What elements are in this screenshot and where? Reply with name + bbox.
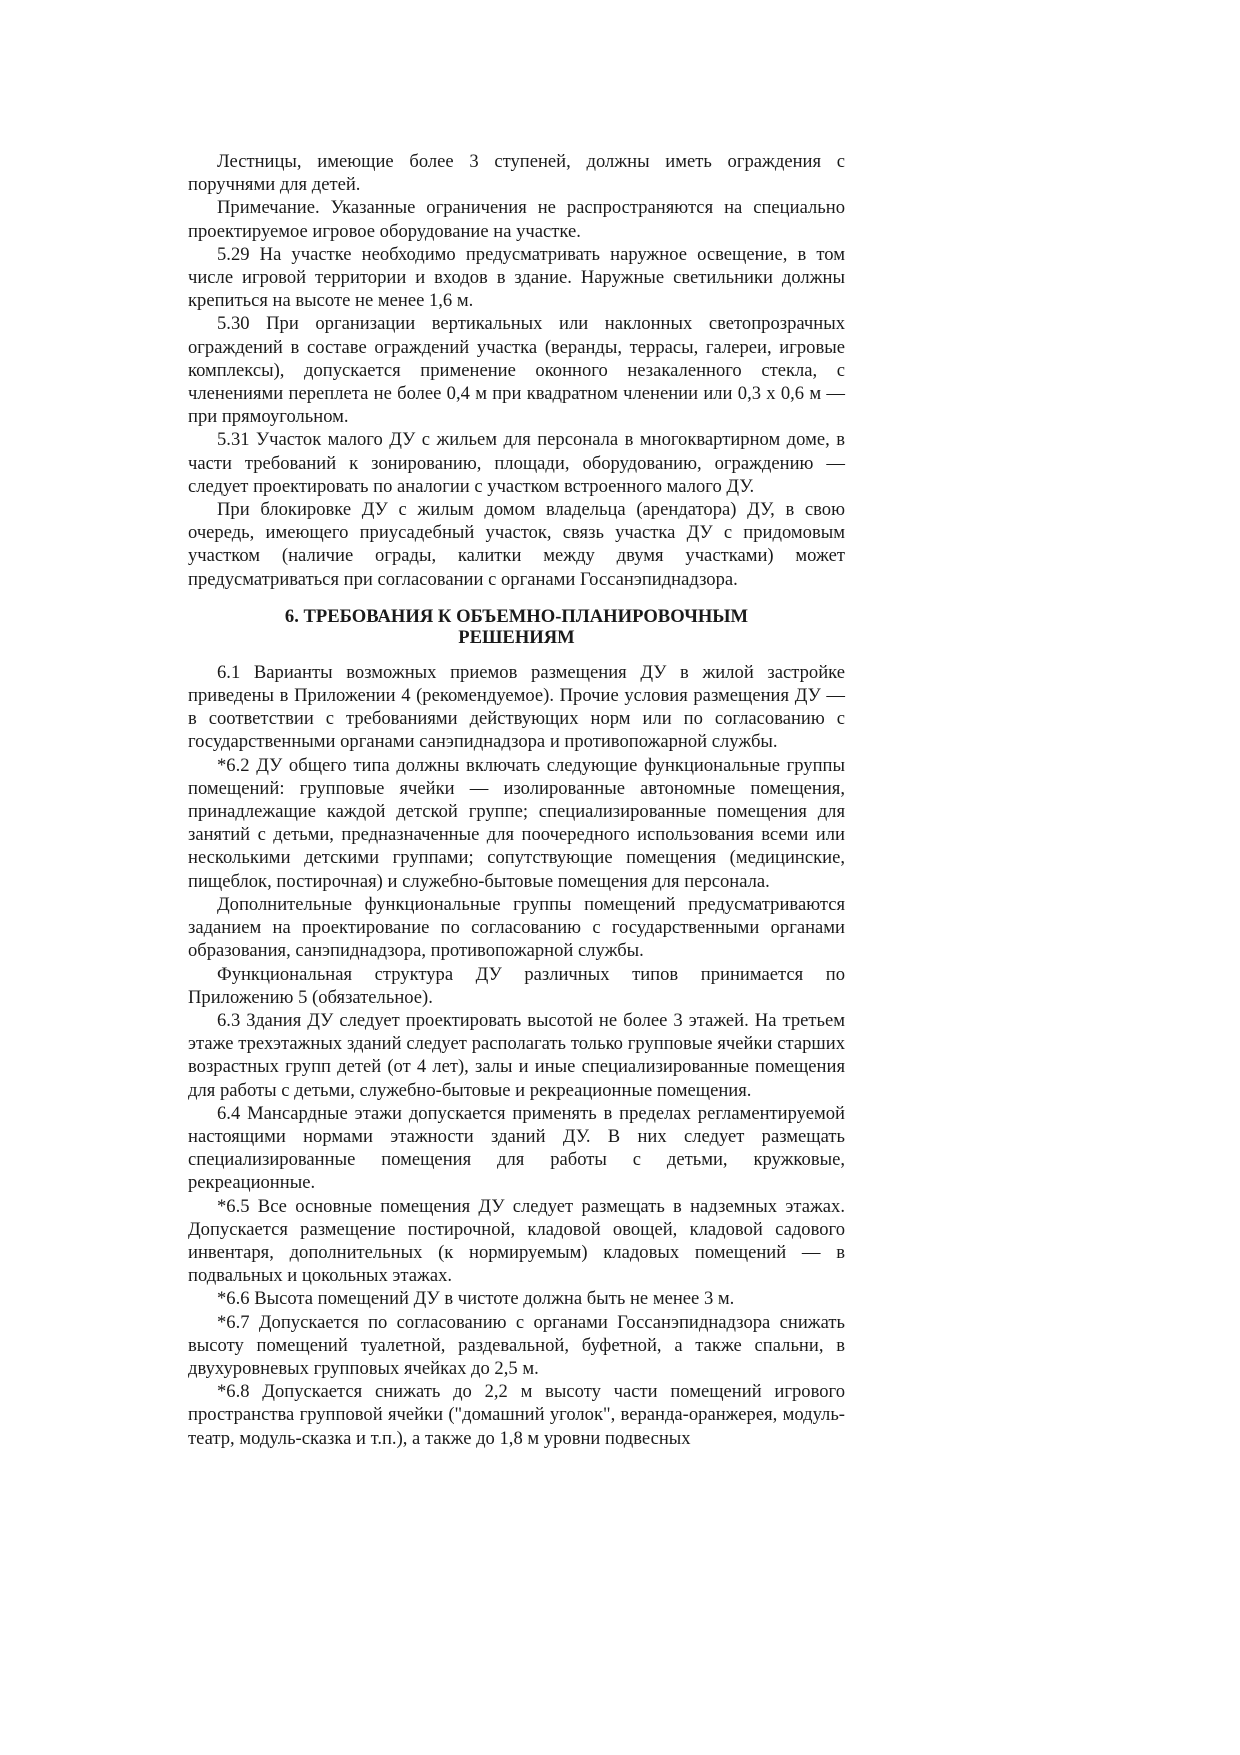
document-body — [188, 150, 845, 1450]
paragraph-functional-structure: Функциональная структура ДУ различных типов принимается по Приложению 5 (обязательное). — [188, 963, 845, 1008]
paragraph-6-1: 6.1 Варианты возможных приемов размещения ДУ в жилой застройке приведены в Приложении 4 (рекомендуемое). Прочие условия размещения ДУ — в соответствии с требованиями действующих норм или по согласованию с государственными органами санэпиднадзора и противопожарной службы. — [188, 661, 845, 753]
section-heading: 6. ТРЕБОВАНИЯ К ОБЪЕМНО-ПЛАНИРОВОЧНЫМ РЕШЕНИЯМ — [284, 605, 749, 648]
paragraph-5-31: 5.31 Участок малого ДУ с жильем для персонала в многоквартирном доме, в части требований к зонированию, площади, оборудованию, ограждению — следует проектировать по аналогии с участком встроенного малого ДУ. — [188, 429, 845, 497]
paragraph-6-3: 6.3 Здания ДУ следует проектировать высотой не более 3 этажей. На третьем этаже трехэтажных зданий следует располагать только групповые ячейки старших возрастных групп детей (от 4 лет), залы и иные специализированные помещения для работы с детьми, служебно-бытовые и рекреационные помещения. — [188, 1009, 845, 1101]
paragraph-note: Примечание. Указанные ограничения не распространяются на специально проектируемое игровое оборудование на участке. — [188, 197, 845, 242]
paragraph-6-7: *6.7 Допускается по согласованию с органами Госсанэпиднадзора снижать высоту помещений туалетной, раздевальной, буфетной, а также спальни, в двухуровневых групповых ячейках до 2,5 м. — [188, 1311, 845, 1379]
paragraph-5-30: 5.30 При организации вертикальных или наклонных светопрозрачных ограждений в составе ограждений участка (веранды, террасы, галереи, игровые комплексы), допускается применение оконного незакаленного стекла, с членениями переплета не более 0,4 м при квадратном членении или 0,3 х 0,6 м — при прямоугольном. — [188, 313, 845, 428]
paragraph-6-8: *6.8 Допускается снижать до 2,2 м высоту части помещений игрового пространства групповой ячейки ("домашний уголок", веранда-оранжерея, модуль-театр, модуль-сказка и т.п.), а также до 1,8 м уровни подвесных — [188, 1381, 845, 1449]
paragraph-5-29: 5.29 На участке необходимо предусматривать наружное освещение, в том числе игровой территории и входов в здание. Наружные светильники должны крепиться на высоте не менее 1,6 м. — [188, 243, 845, 312]
paragraph-stairs-railings: Лестницы, имеющие более 3 ступеней, должны иметь ограждения с поручнями для детей. — [188, 151, 845, 196]
paragraph-6-4: 6.4 Мансардные этажи допускается применять в пределах регламентируемой настоящими нормами этажности зданий ДУ. В них следует размещать специализированные помещения для работы с детьми, кружковые, рекреационные. — [188, 1102, 845, 1194]
paragraph-additional-groups: Дополнительные функциональные группы помещений предусматриваются заданием на проектирование по согласованию с государственными органами образования, санэпиднадзора, противопожарной службы. — [188, 893, 845, 962]
paragraph-6-6: *6.6 Высота помещений ДУ в чистоте должна быть не менее 3 м. — [217, 1288, 735, 1310]
paragraph-6-2: *6.2 ДУ общего типа должны включать следующие функциональные группы помещений: групповые ячейки — изолированные автономные помещения, принадлежащие каждой детской группе; специализированные помещения для занятий с детьми, предназначенные для поочередного использования всеми или несколькими детскими группами; сопутствующие помещения (медицинские, пищеблок, постирочная) и служебно-бытовые помещения для персонала. — [188, 754, 845, 892]
paragraph-6-5: *6.5 Все основные помещения ДУ следует размещать в надземных этажах. Допускается размещение постирочной, кладовой овощей, кладовой садового инвентаря, дополнительных (к нормируемым) кладовых помещений — в подвальных и цокольных этажах. — [188, 1195, 845, 1287]
paragraph-blocking: При блокировке ДУ с жилым домом владельца (арендатора) ДУ, в свою очередь, имеющего приусадебный участок, связь участка ДУ с придомовым участком (наличие ограды, калитки между двумя участками) может предусматриваться при согласовании с органами Госсанэпиднадзора. — [188, 499, 845, 590]
